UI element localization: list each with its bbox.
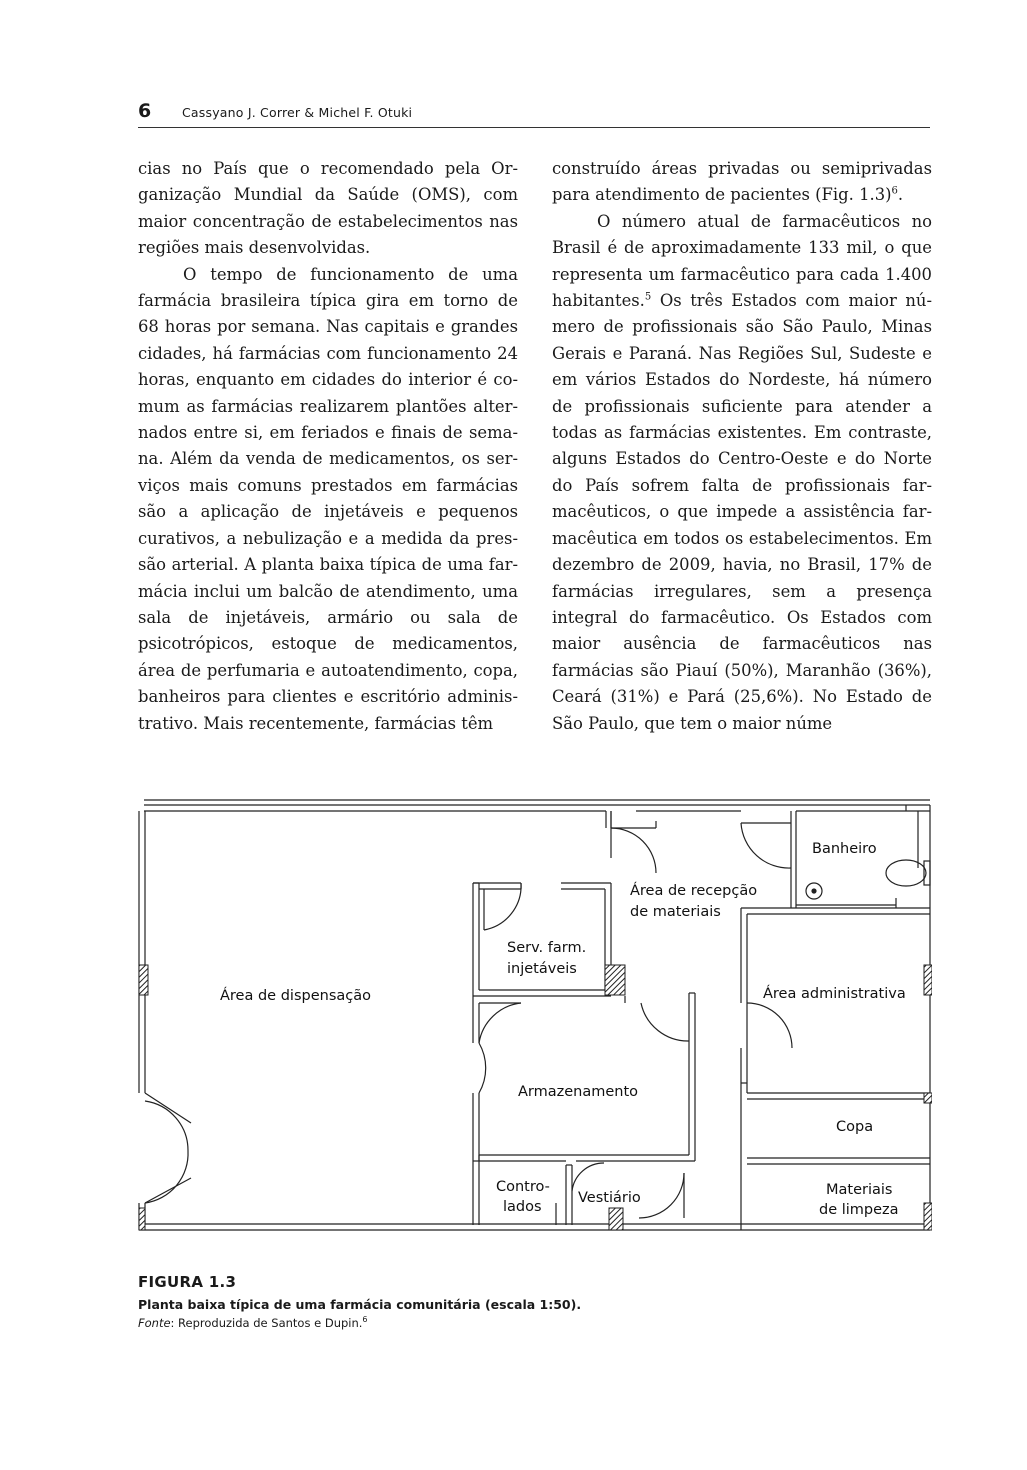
left-column bbox=[138, 156, 518, 737]
citation-superscript: 6 bbox=[891, 185, 898, 197]
label-copa: Copa bbox=[836, 1119, 874, 1135]
label-banheiro: Banheiro bbox=[812, 841, 877, 857]
label-limpeza-2: de limpeza bbox=[819, 1202, 899, 1218]
right-paragraph-1 bbox=[552, 156, 932, 209]
banheiro-walls bbox=[741, 811, 918, 908]
left-paragraph-1: cias no País que o recomendado pela Organização Mundial da Saúde (OMS), com maior concentração de estabelecimentos nas regiões mais desenvolvidas. bbox=[138, 159, 518, 258]
figure-title: FIGURA 1.3 bbox=[138, 1273, 237, 1291]
page-header bbox=[138, 100, 930, 128]
label-serv-2: injetáveis bbox=[507, 961, 577, 977]
source-text: : Reproduzida de Santos e Dupin. bbox=[170, 1315, 363, 1330]
label-vestiario: Vestiário bbox=[578, 1190, 641, 1206]
citation-superscript: 5 bbox=[644, 291, 652, 303]
right-paragraph-1-text: construído áreas privadas ou semiprivadas para atendimento de pacientes (Fig. 1.3) bbox=[552, 159, 932, 205]
right-paragraph-2 bbox=[552, 209, 932, 737]
right-column bbox=[552, 156, 932, 737]
label-limpeza-1: Materiais bbox=[826, 1182, 893, 1198]
figure-caption bbox=[138, 1273, 930, 1330]
label-controlados-1: Contro- bbox=[496, 1179, 550, 1195]
sink-icon bbox=[806, 883, 822, 899]
label-administrativa: Área administrativa bbox=[763, 986, 906, 1002]
door-reception bbox=[606, 811, 656, 873]
label-serv-1: Serv. farm. bbox=[507, 940, 587, 956]
label-recepcao-1: Área de recepção bbox=[630, 883, 758, 899]
source-superscript: 6 bbox=[362, 1315, 368, 1324]
right-paragraph-1-end: . bbox=[897, 185, 904, 205]
figure-source bbox=[138, 1315, 930, 1330]
source-label: Fonte bbox=[138, 1315, 171, 1330]
label-controlados-2: lados bbox=[503, 1199, 542, 1215]
floor-plan-figure bbox=[136, 793, 932, 1243]
page-number: 6 bbox=[138, 100, 152, 122]
right-paragraph-2-rest: Os três Estados com maior número de profissionais são São Paulo, Minas Gerais e Paraná. Nas Regiões Sul, Sudeste e em vários Estados do Nordeste, há número de profissionais suficiente para atender a todas as farmácias existentes. Em contraste, alguns Estados do Centro-Oeste e do Norte do País sofrem falta de profissionais farmacêuticos, o que impede a assistência farmacêutica em todos os estabelecimentos. Em dezembro de 2009, havia, no Brasil, 17% de farmácias irregulares, sem a presença integral do farmacêutico. Os Estados com maior ausência de farmacêuticos nas farmácias são Piauí (50%), Maranhão (36%), Ceará (31%) e Pará (25,6%). No Estado de São Paulo, que tem o maior núme bbox=[552, 291, 932, 733]
label-recepcao-2: de materiais bbox=[630, 904, 721, 920]
figure-description: Planta baixa típica de uma farmácia comunitária (escala 1:50). bbox=[138, 1297, 582, 1312]
label-armazenamento: Armazenamento bbox=[518, 1084, 639, 1100]
label-dispensacao: Área de dispensação bbox=[220, 988, 371, 1004]
left-paragraph-2: O tempo de funcionamento de uma farmácia brasileira típica gira em torno de 68 horas por semana. Nas capitais e grandes cidades, há farmácias com funcionamento 24 horas, enquanto em cidades do interior é comum as farmácias realizarem plantões alternados entre si, em feriados e finais de semana. Além da venda de medicamentos, os serviços mais comuns prestados em farmácias são a aplicação de injetáveis e pequenos curativos, a nebulização e a medida da pressão arterial. A planta baixa típica de uma farmácia inclui um balcão de atendimento, uma sala de injetáveis, armário ou sala de psicotrópicos, estoque de medicamentos, área de perfumaria e autoatendimento, copa, banheiros para clientes e escritório administrativo. Mais recentemente, farmácias têm bbox=[138, 264, 518, 733]
right-paragraph-2-start: O número atual de farmacêuticos no Brasil é de aproximadamente 133 mil, o que representa um farmacêutico para cada 1.400 habitantes. bbox=[552, 211, 932, 311]
door-entrance bbox=[145, 1093, 191, 1203]
toilet-icon bbox=[886, 860, 930, 886]
outer-walls bbox=[139, 800, 930, 1230]
running-head: Cassyano J. Correr & Michel F. Otuki bbox=[182, 105, 413, 120]
